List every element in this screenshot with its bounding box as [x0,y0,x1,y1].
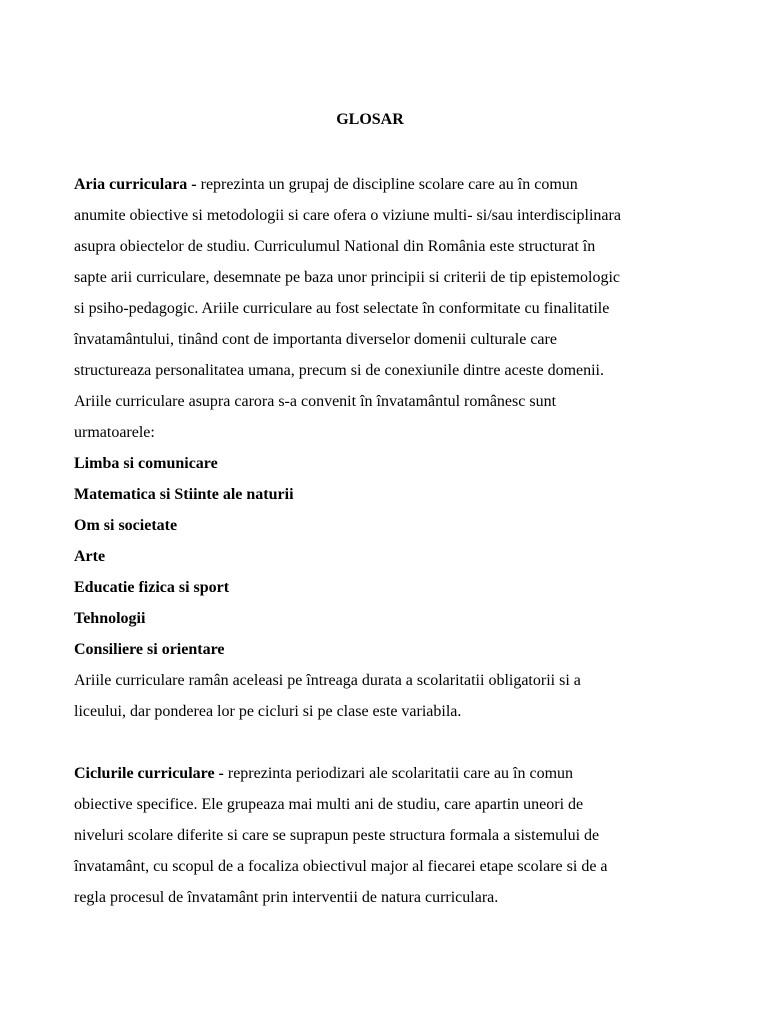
curricular-area-item: Matematica si Stiinte ale naturii [74,486,294,503]
curricular-area-item: Tehnologii [74,610,146,627]
paragraph-line: anumite obiective si metodologii si care ofera o viziune multi- si/sau interdisciplinara [74,207,621,224]
paragraph-line: învatamântului, tinând cont de importanta diverselor domenii culturale care [74,331,557,348]
paragraph-line: Ariile curriculare asupra carora s-a convenit în învatamântul românesc sunt [74,393,557,410]
section-ciclurile-curriculare [74,758,704,913]
paragraph-line: si psiho-pedagogic. Ariile curriculare au fost selectate în conformitate cu finalitatile [74,300,610,317]
term-ciclurile-curriculare: Ciclurile curriculare - [74,765,224,782]
paragraph-line: urmatoarele: [74,424,155,441]
curricular-area-item: Om si societate [74,517,178,534]
curricular-area-item: Educatie fizica si sport [74,579,230,596]
paragraph-line: niveluri scolare diferite si care se suprapun peste structura formala a sistemului de [74,827,600,844]
paragraph-line: obiective specifice. Ele grupeaza mai multi ani de studiu, care apartin uneori de [74,796,584,813]
paragraph-line: liceului, dar ponderea lor pe cicluri si pe clase este variabila. [74,703,462,720]
paragraph-line: regla procesul de învatamânt prin interventii de natura curriculara. [74,889,499,906]
paragraph-line: Ariile curriculare ramân aceleasi pe întreaga durata a scolaritatii obligatorii si a [74,672,581,689]
paragraph-line: Ciclurile curriculare - reprezinta periodizari ale scolaritatii care au în comun [74,765,574,782]
paragraph-line: Aria curriculara - reprezinta un grupaj de discipline scolare care au în comun [74,176,578,193]
curricular-area-item: Arte [74,548,106,565]
paragraph-line: sapte arii curriculare, desemnate pe baza unor principii si criterii de tip epistemologic [74,269,621,286]
page-title: GLOSAR [336,111,404,128]
term-aria-curriculara: Aria curriculara - [74,176,197,193]
curricular-area-item: Limba si comunicare [74,455,218,472]
section-aria-curriculara [74,169,704,727]
paragraph-line: structureaza personalitatea umana, precum si de conexiunile dintre aceste domenii. [74,362,604,379]
curricular-area-item: Consiliere si orientare [74,641,225,658]
paragraph-line: învatamânt, cu scopul de a focaliza obiectivul major al fiecarei etape scolare si de a [74,858,608,875]
paragraph-line: asupra obiectelor de studiu. Curriculumul National din România este structurat în [74,238,596,255]
